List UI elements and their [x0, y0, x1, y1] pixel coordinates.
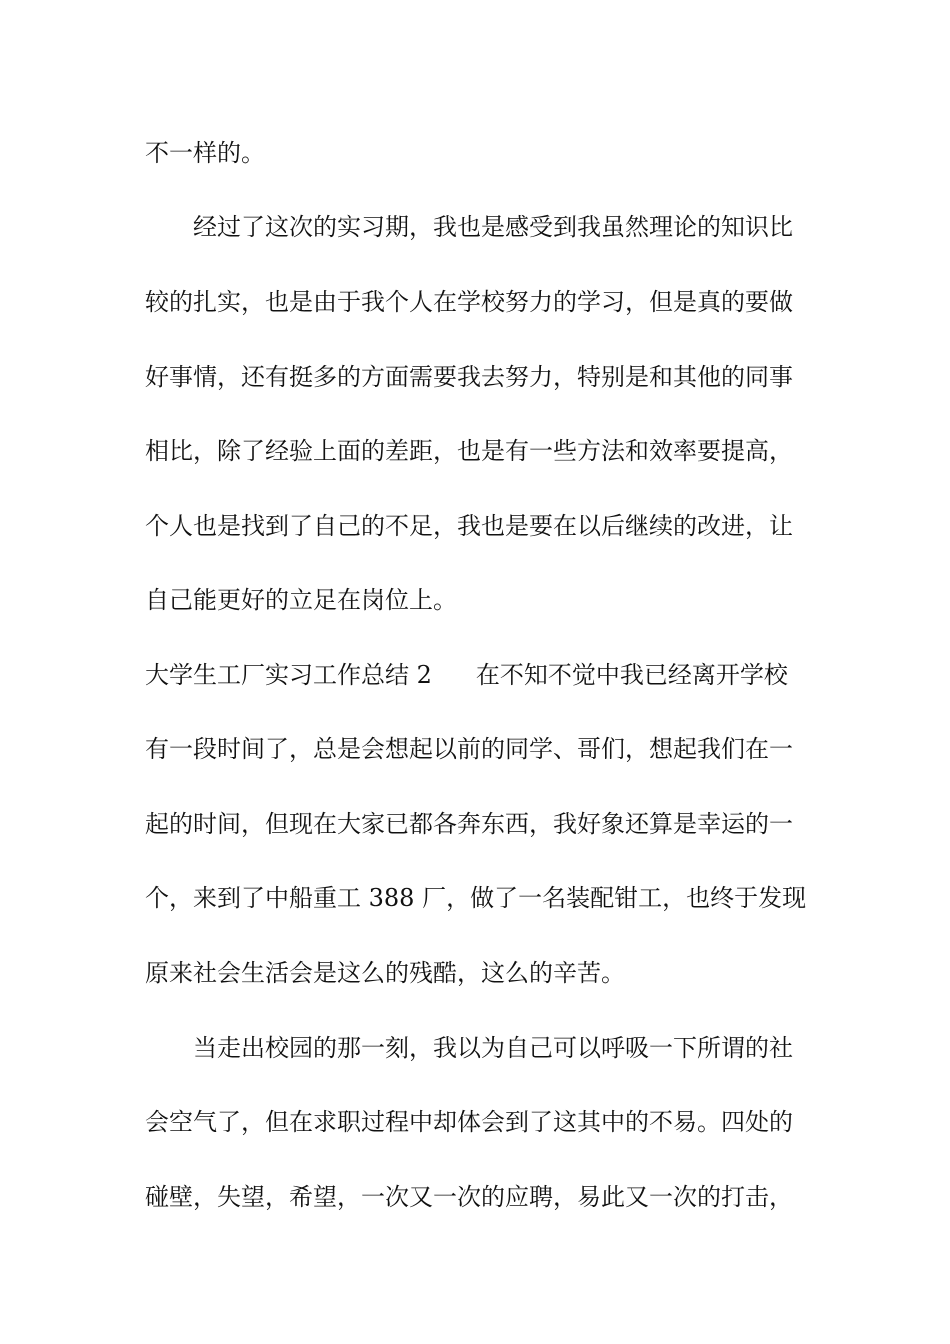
text-line: 会空气了，但在求职过程中却体会到了这其中的不易。四处的	[145, 1108, 793, 1136]
text-line: 较的扎实，也是由于我个人在学校努力的学习，但是真的要做	[145, 288, 793, 316]
text-line: 经过了这次的实习期，我也是感受到我虽然理论的知识比	[145, 213, 793, 241]
text-line: 个人也是找到了自己的不足，我也是要在以后继续的改进，让	[145, 512, 793, 540]
section-heading-line	[145, 660, 825, 690]
text-line: 当走出校园的那一刻，我以为自己可以呼吸一下所谓的社	[145, 1034, 793, 1062]
text-line: 不一样的。	[145, 139, 265, 167]
text-line: 碰壁，失望，希望，一次又一次的应聘，易此又一次的打击，	[145, 1183, 793, 1211]
text-line: 自己能更好的立足在岗位上。	[145, 586, 457, 614]
text-line: 相比，除了经验上面的差距，也是有一些方法和效率要提高，	[145, 437, 793, 465]
text-line: 有一段时间了，总是会想起以前的同学、哥们，想起我们在一	[145, 735, 793, 763]
section-title: 大学生工厂实习工作总结 2	[145, 661, 432, 689]
text-line: 起的时间，但现在大家已都各奔东西，我好象还算是幸运的一	[145, 810, 793, 838]
text-line: 个，来到了中船重工 388 厂，做了一名装配钳工，也终于发现	[145, 884, 807, 912]
text-line: 原来社会生活会是这么的残酷，这么的辛苦。	[145, 959, 625, 987]
text-line: 好事情，还有挺多的方面需要我去努力，特别是和其他的同事	[145, 363, 793, 391]
section-first-line: 在不知不觉中我已经离开学校	[475, 661, 788, 689]
